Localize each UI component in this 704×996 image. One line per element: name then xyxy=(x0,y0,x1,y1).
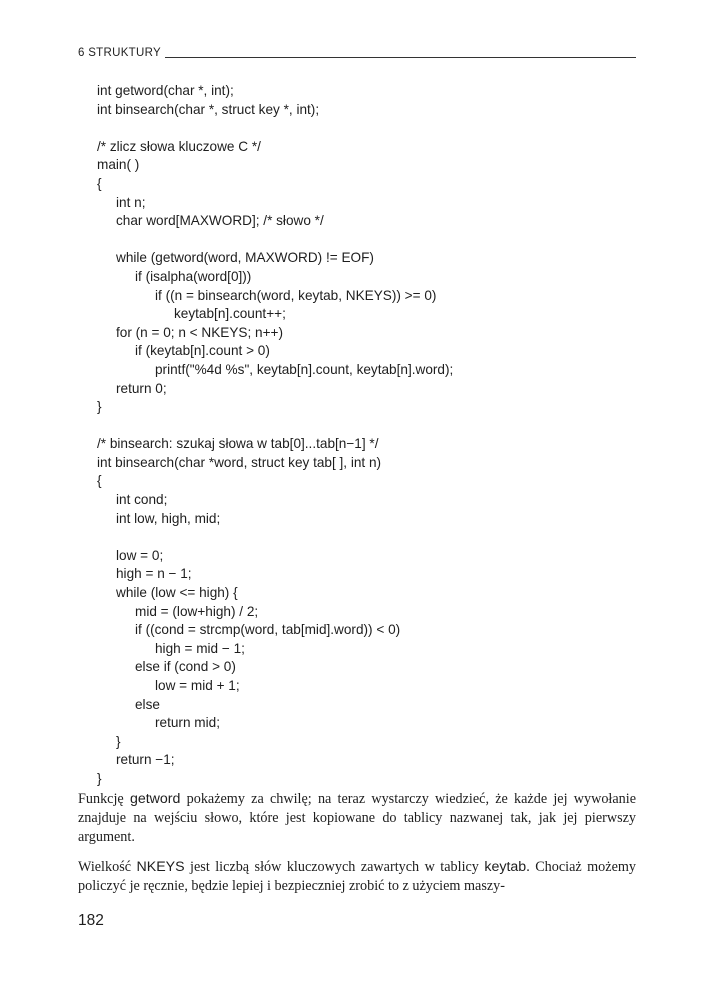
code-blank-line xyxy=(97,417,617,436)
code-line: } xyxy=(97,770,102,786)
code-line: if (isalpha(word[0])) xyxy=(135,268,252,284)
code-line: mid = (low+high) / 2; xyxy=(135,603,259,619)
code-line: int low, high, mid; xyxy=(116,510,221,526)
code-line: for (n = 0; n < NKEYS; n++) xyxy=(116,324,283,340)
code-line: keytab[n].count++; xyxy=(174,306,286,322)
code-blank-line xyxy=(97,231,617,250)
code-line: int binsearch(char *word, struct key tab[ ], int n) xyxy=(97,454,382,470)
code-line: int n; xyxy=(116,194,146,210)
code-line: high = n − 1; xyxy=(116,566,192,582)
code-line: int binsearch(char *, struct key *, int); xyxy=(97,101,320,117)
code-line: low = 0; xyxy=(116,547,164,563)
text-run: pokażemy za chwilę; na teraz wystarczy wiedzieć, że każde jej wywołanie znajduje na wejściu słowo, które jest kopiowane do tablicy nazwanej tak, jak jej pierwszy argument. xyxy=(78,791,636,845)
running-header xyxy=(78,42,636,64)
code-line: while (low <= high) { xyxy=(116,585,238,601)
code-line: { xyxy=(97,473,102,489)
code-blank-line xyxy=(97,528,617,547)
code-blank-line xyxy=(97,119,617,138)
code-line: /* zlicz słowa kluczowe C */ xyxy=(97,138,261,154)
text-run: Wielkość xyxy=(78,859,137,875)
code-line: char word[MAXWORD]; /* słowo */ xyxy=(116,213,324,229)
code-line: if ((n = binsearch(word, keytab, NKEYS)) >= 0) xyxy=(155,287,437,303)
code-line: } xyxy=(116,733,121,749)
text-run: . Chociaż możemy policzyć je ręcznie, będzie lepiej i bezpieczniej zrobić to z użyciem maszy- xyxy=(78,859,636,894)
code-line: { xyxy=(97,175,102,191)
code-line: if ((cond = strcmp(word, tab[mid].word)) < 0) xyxy=(135,622,401,638)
text-run: Funkcję xyxy=(78,791,130,807)
paragraph-getword xyxy=(78,790,636,847)
code-line: printf("%4d %s", keytab[n].count, keytab[n].word); xyxy=(155,361,454,377)
code-line: high = mid − 1; xyxy=(155,640,245,656)
code-listing xyxy=(97,82,617,789)
paragraph-nkeys xyxy=(78,858,636,896)
code-line: main( ) xyxy=(97,157,140,173)
code-line: int getword(char *, int); xyxy=(97,83,234,98)
header-rule xyxy=(165,57,636,58)
code-line: return −1; xyxy=(116,752,175,768)
running-header-title: 6 STRUKTURY xyxy=(78,47,161,59)
body-text xyxy=(78,790,636,907)
code-line: if (keytab[n].count > 0) xyxy=(135,343,270,359)
code-line: } xyxy=(97,399,102,415)
page-number: 182 xyxy=(78,912,104,929)
code-term: getword xyxy=(129,791,181,807)
code-line: else if (cond > 0) xyxy=(135,659,236,675)
code-line: /* binsearch: szukaj słowa w tab[0]...tab[n−1] */ xyxy=(97,436,379,452)
text-run: jest liczbą słów kluczowych zawartych w tablicy xyxy=(184,859,485,875)
code-line: return 0; xyxy=(116,380,167,396)
code-line: low = mid + 1; xyxy=(155,678,240,693)
code-line: return mid; xyxy=(155,715,220,731)
code-line: int cond; xyxy=(116,492,168,508)
code-term: NKEYS xyxy=(136,859,185,875)
code-line: else xyxy=(135,696,160,712)
code-term: keytab xyxy=(484,859,527,875)
code-line: while (getword(word, MAXWORD) != EOF) xyxy=(116,250,374,266)
